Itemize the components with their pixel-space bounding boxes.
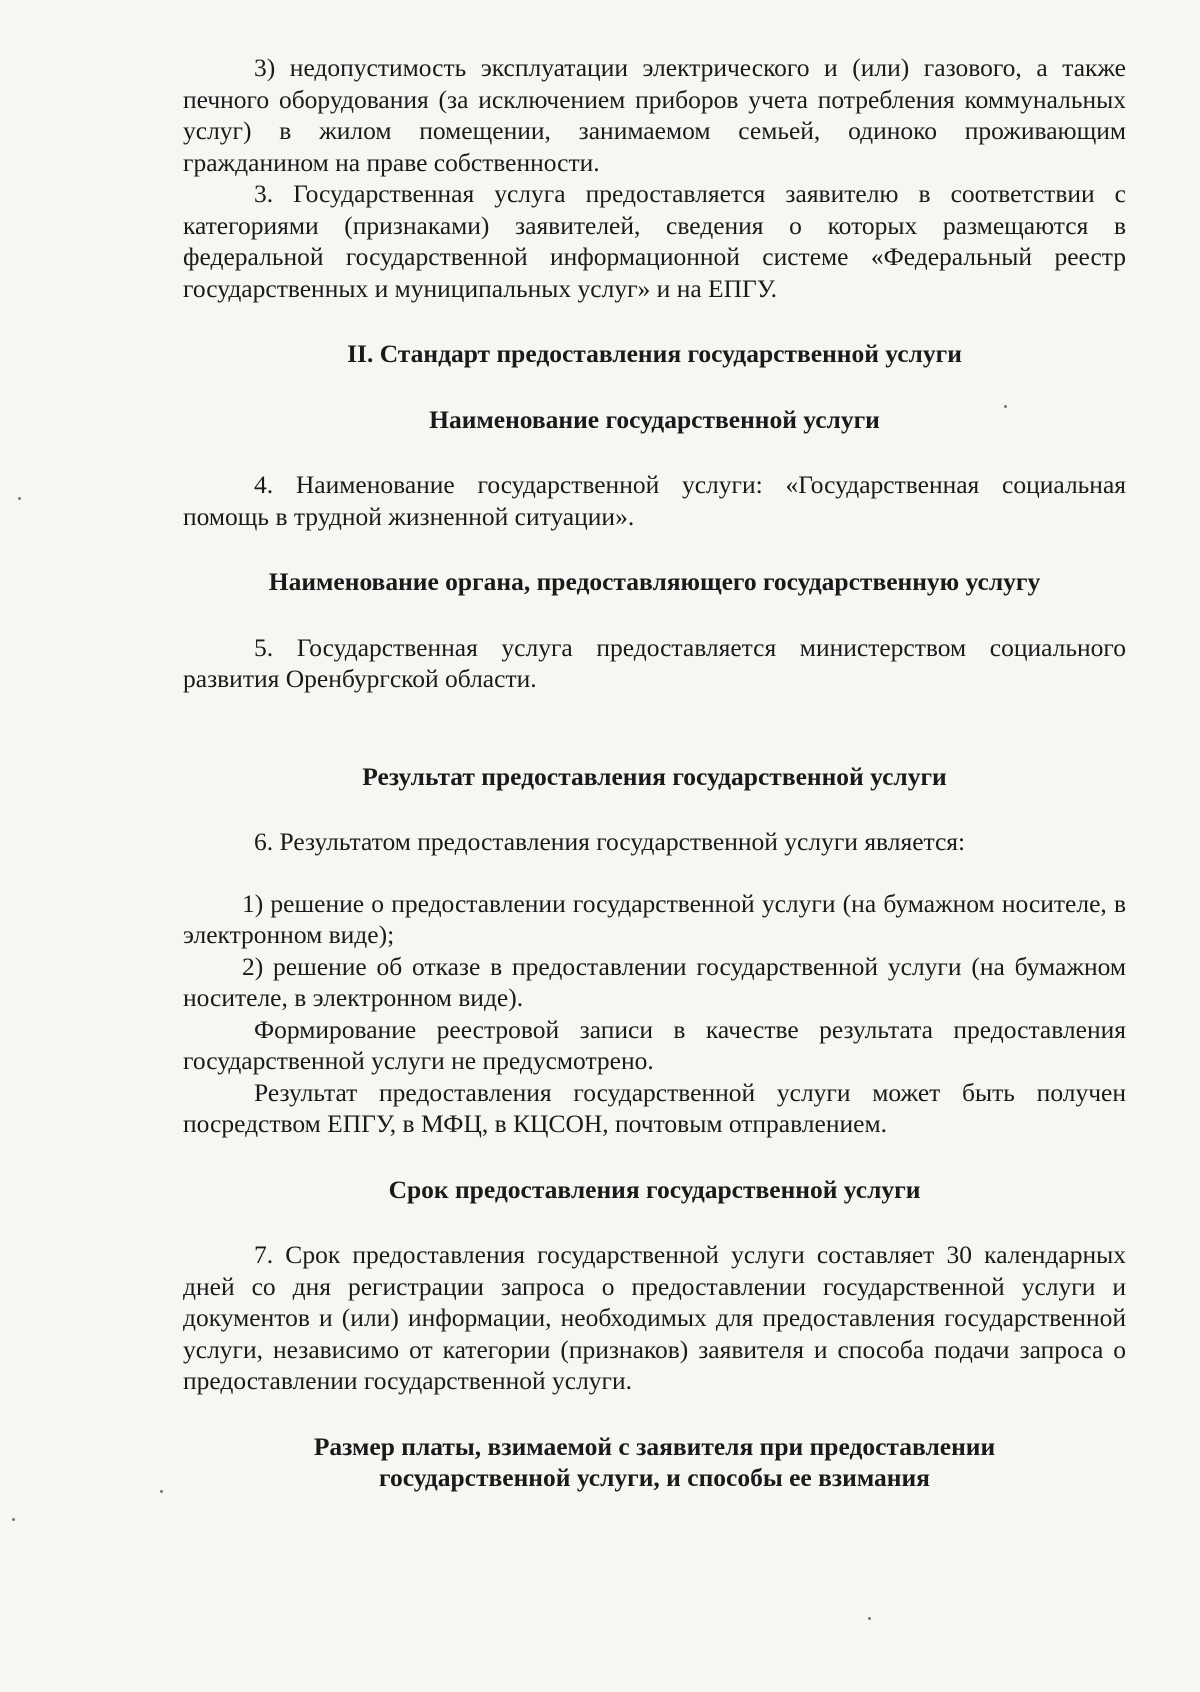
section-title: II. Стандарт предоставления государственной услуги <box>347 339 962 368</box>
paragraph-5: 5. Государственная услуга предоставляется министерством социального развития Оренбургской области. <box>183 632 1126 693</box>
scan-speck <box>868 1617 871 1620</box>
heading-fee-line-1: Размер платы, взимаемой с заявителя при предоставлении <box>313 1431 996 1461</box>
heading-fee-line-2: государственной услуги, и способы ее взимания <box>379 1463 930 1492</box>
paragraph-6: 6. Результатом предоставления государственной услуги является: <box>254 827 966 856</box>
paragraph-6-item-2: 2) решение об отказе в предоставлении государственной услуги (на бумажном носителе, в электронном виде). <box>183 951 1126 1012</box>
paragraph-3: 3. Государственная услуга предоставляется заявителю в соответствии с категориями (признаками) заявителей, сведения о которых размещаются в федеральной государственной информационной системе «Федеральный реестр государственных и муниципальных услуг» и на ЕПГУ. <box>183 179 1126 303</box>
scan-speck <box>12 1518 15 1521</box>
paragraph-6-delivery: Результат предоставления государственной услуги может быть получен посредством ЕПГУ, в МФЦ, в КЦСОН, почтовым отправлением. <box>183 1077 1126 1138</box>
heading-organ: Наименование органа, предоставляющего государственную услугу <box>268 567 1041 596</box>
paragraph-6-registry: Формирование реестровой записи в качестве результата предоставления государственной услуги не предусмотрено. <box>183 1014 1126 1075</box>
document-body <box>183 52 1126 1494</box>
scan-speck <box>160 1490 163 1493</box>
heading-result: Результат предоставления государственной услуги <box>362 761 947 791</box>
paragraph-6-item-1: 1) решение о предоставлении государственной услуги (на бумажном носителе, в электронном виде); <box>183 888 1126 949</box>
paragraph-7: 7. Срок предоставления государственной услуги составляет 30 календарных дней со дня регистрации запроса о предоставлении государственной услуги и документов и (или) информации, необходимых для предоставления государственной услуги, независимо от категории (признаков) заявителя и способа подачи запроса о предоставлении государственной услуги. <box>183 1240 1126 1395</box>
scan-speck <box>1004 405 1007 408</box>
scan-speck <box>18 497 21 500</box>
paragraph-item-3-subpoint: 3) недопустимость эксплуатации электрического и (или) газового, а также печного оборудования (за исключением приборов учета потребления коммунальных услуг) в жилом помещении, занимаемом семьей, одиноко проживающим гражданином на праве собственности. <box>183 53 1126 177</box>
heading-term: Срок предоставления государственной услуги <box>388 1174 921 1204</box>
heading-service-name: Наименование государственной услуги <box>429 404 880 434</box>
paragraph-4: 4. Наименование государственной услуги: «Государственная социальная помощь в трудной жизненной ситуации». <box>183 470 1126 531</box>
